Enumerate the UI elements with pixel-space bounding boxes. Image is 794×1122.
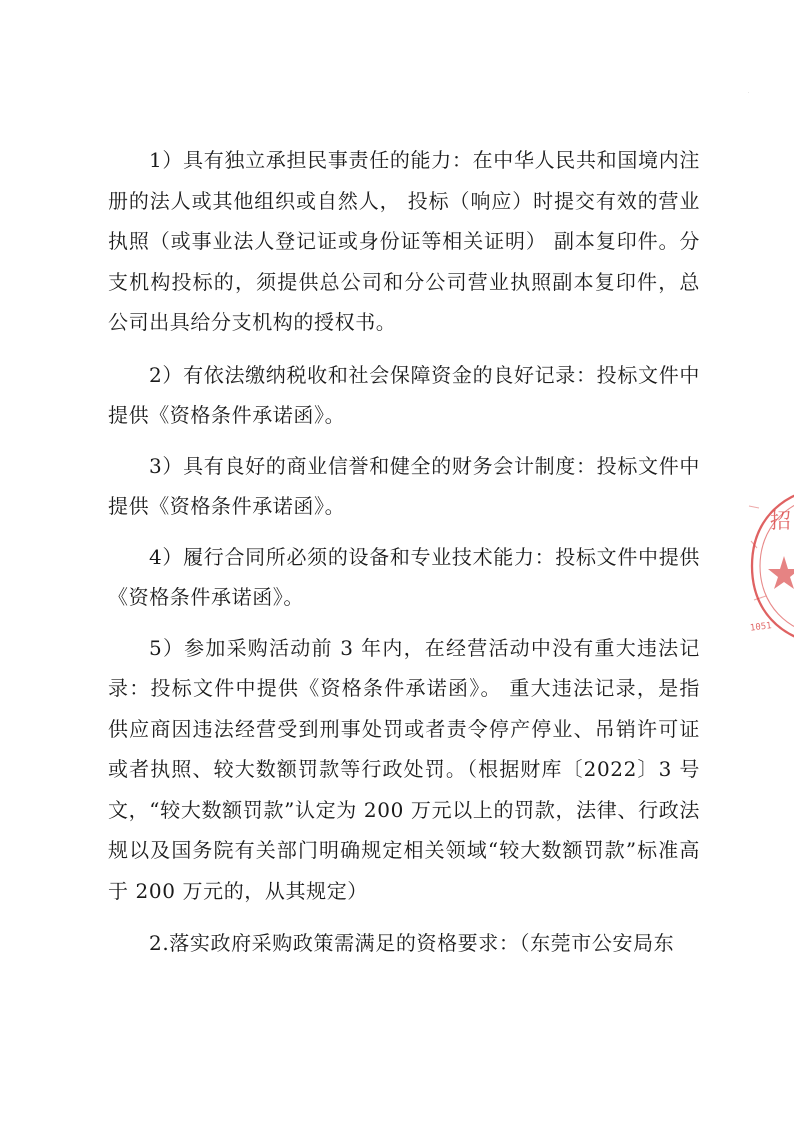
paragraph-qualification-3: 3）具有良好的商业信誉和健全的财务会计制度：投标文件中提供《资格条件承诺函》。	[108, 453, 700, 518]
paragraph-qualification-1: 1）具有独立承担民事责任的能力：在中华人民共和国境内注册的法人或其他组织或自然人， 投标（响应）时提交有效的营业执照（或事业法人登记证或身份证等相关证明） 副本复印件。分支机构投标的，须提供总公司和分公司营业执照副本复印件，总公司出具给分支机构的授权书。	[108, 148, 700, 334]
paragraph-policy-requirement: 2.落实政府采购政策需满足的资格要求：（东莞市公安局东	[149, 931, 675, 955]
paragraph-qualification-4: 4）履行合同所必须的设备和专业技术能力：投标文件中提供《资格条件承诺函》。	[108, 544, 700, 609]
stamp-number: 1051	[749, 621, 773, 634]
company-seal-stamp	[744, 478, 794, 654]
document-body	[108, 140, 700, 976]
paragraph-qualification-5: 5）参加采购活动前 3 年内，在经营活动中没有重大违法记录：投标文件中提供《资格条件承诺函》。 重大违法记录，是指供应商因违法经营受到刑事处罚或者责令停产停业、吊销许可证或者执照、较大数额罚款等行政处罚。（根据财库〔2022〕3 号文，“较大数额罚款”认定为 200 万元以上的罚款，法律、行政法规以及国务院有关部门明确规定相关领域“较大数额罚款”标准高于 200 万元的，从其规定）	[108, 635, 700, 903]
stamp-text: 招	[770, 509, 791, 533]
paragraph-qualification-2: 2）有依法缴纳税收和社会保障资金的良好记录：投标文件中提供《资格条件承诺函》。	[108, 362, 700, 427]
scan-speck	[748, 92, 749, 93]
